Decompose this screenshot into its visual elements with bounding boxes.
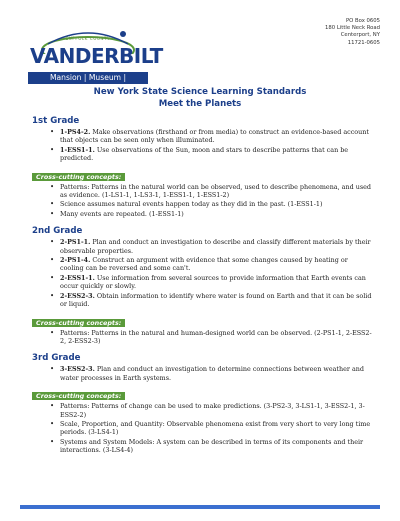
cross-cutting-list — [32, 183, 372, 219]
standard-code: 2-PS1-1. — [60, 238, 91, 247]
vanderbilt-logo — [28, 14, 163, 94]
address-line: Centerport, NY — [340, 32, 380, 39]
standards-list — [32, 238, 372, 308]
concept-item: • Many events are repeated. (1-ESS1-1) — [50, 210, 372, 218]
cross-cutting-label: Cross-cutting concepts: — [32, 319, 125, 327]
logo-subtitle: Mansion | Museum | Planetarium — [28, 72, 148, 84]
cross-cutting-label: Cross-cutting concepts: — [32, 392, 125, 400]
standard-item — [50, 365, 372, 382]
standard-item — [50, 292, 372, 309]
standard-text: Use information from several sources to provide information that Earth events can occur quickly or slowly. — [60, 273, 366, 291]
standard-code: 3-ESS2-3. — [60, 365, 95, 374]
standard-text: Construct an argument with evidence that some changes caused by heating or cooling can be reversed and some can't. — [60, 256, 348, 273]
document-subtitle: Meet the Planets — [158, 99, 242, 109]
standard-item — [50, 128, 372, 145]
concept-item: • Patterns: Patterns in the natural and human-designed world can be observed. (2-PS1-1, 2-ESS2-2, 2-ESS2-3) — [50, 329, 372, 346]
address-line: 11721-0605 — [347, 39, 380, 46]
grade-heading-1st: 1st Grade — [32, 116, 80, 126]
concept-item: • Patterns: Patterns of change can be used to make predictions. (3-PS2-3, 3-LS1-1, 3-ESS2-1, 3-ESS2-2) — [50, 402, 372, 419]
cross-cutting-list — [32, 402, 372, 454]
standard-text: Obtain information to identify where water is found on Earth and that it can be solid or liquid. — [60, 291, 372, 309]
standard-text: Use observations of the Sun, moon and stars to describe patterns that can be predicted. — [60, 145, 349, 163]
address-line: 180 Little Neck Road — [325, 25, 380, 32]
standard-code: 2-PS1-4. — [60, 256, 91, 265]
standard-text: Plan and conduct an investigation to describe and classify different materials by their observable properties. — [60, 238, 371, 255]
grade-heading-2nd: 2nd Grade — [32, 226, 83, 237]
standard-item — [50, 238, 372, 255]
standards-list — [32, 128, 372, 163]
cross-cutting-label: Cross-cutting concepts: — [32, 173, 125, 181]
standard-item — [50, 256, 372, 273]
standards-list — [32, 365, 372, 382]
standard-code: 2-ESS1-1. — [60, 273, 95, 282]
standard-item — [50, 274, 372, 291]
standard-code: 1-ESS1-1. — [60, 145, 95, 154]
logo-arc-text: SUFFOLK COUNTY — [65, 36, 111, 41]
standard-code: 1-PS4-2. — [60, 128, 91, 136]
concept-item: • Patterns: Patterns in the natural world can be observed, used to describe phenomena, and used as evidence. (1-LS1-1, 1-LS3-1, 1-ESS1-1, 1-ESS1-2) — [50, 183, 372, 200]
address-line: PO Box 0605 — [345, 18, 380, 24]
standards-content — [32, 116, 372, 456]
standard-text: Plan and conduct an investigation to determine connections between weather and water processes in Earth systems. — [60, 365, 364, 382]
concept-item: • Systems and System Models: A system can be described in terms of its components and their interactions. (3-LS4-4) — [50, 438, 372, 455]
concept-item: • Science assumes natural events happen today as they did in the past. (1-ESS1-1) — [50, 200, 372, 208]
address-block — [325, 18, 380, 47]
grade-heading-3rd: 3rd Grade — [32, 353, 81, 364]
standard-text: Make observations (firsthand or from media) to construct an evidence-based account that objects can be seen only when illuminated. — [60, 128, 369, 145]
cross-cutting-list — [32, 329, 372, 346]
footer-rule — [20, 505, 380, 509]
standard-code: 2-ESS2-3. — [60, 291, 95, 300]
concept-item: • Scale, Proportion, and Quantity: Observable phenomena exist from very short to very long time periods. (3-LS4-1) — [50, 420, 372, 437]
logo-name: VANDERBILT — [30, 44, 163, 68]
document-title: New York State Science Learning Standards — [93, 87, 307, 97]
standard-item — [50, 146, 372, 163]
